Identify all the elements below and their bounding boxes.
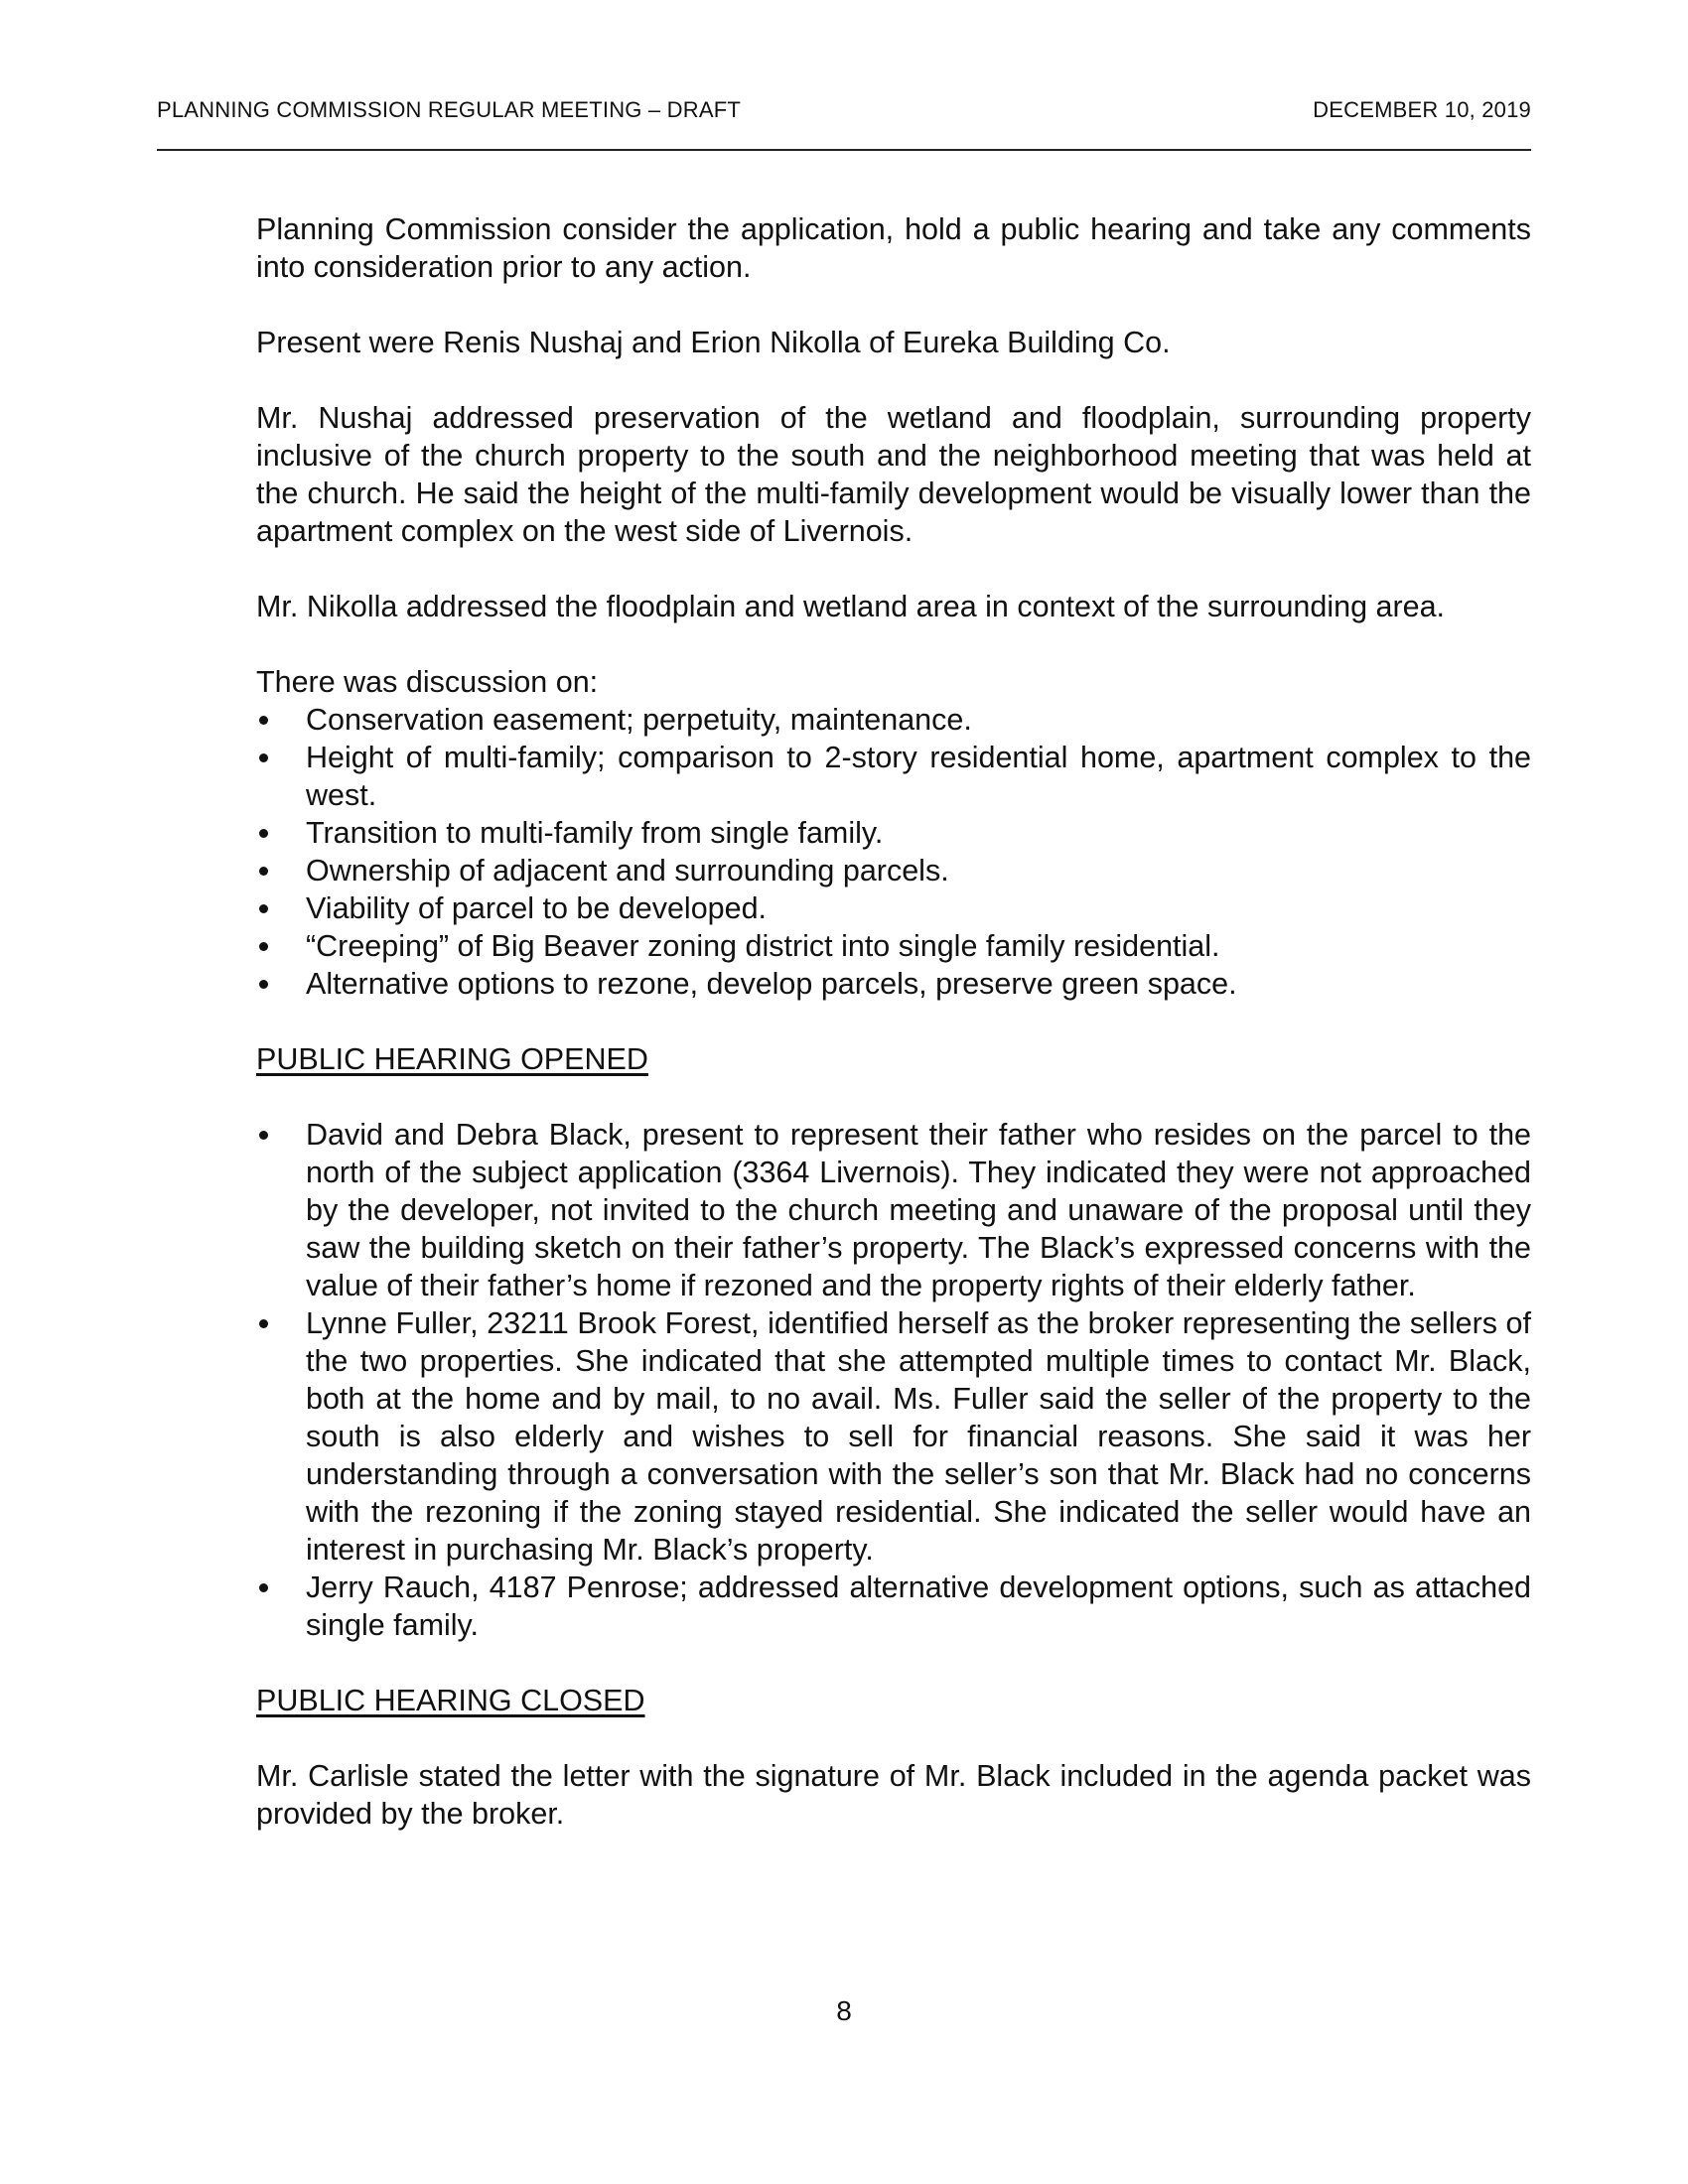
list-item: Alternative options to rezone, develop parcels, preserve green space. bbox=[256, 965, 1531, 1003]
public-hearing-opened-heading: PUBLIC HEARING OPENED bbox=[256, 1042, 648, 1076]
bullet-icon bbox=[259, 904, 268, 913]
paragraph-present: Present were Renis Nushaj and Erion Nikolla of Eureka Building Co. bbox=[256, 326, 1171, 359]
paragraph-carlisle: Mr. Carlisle stated the letter with the signature of Mr. Black included in the agenda packet was provided by the broker. bbox=[256, 1759, 1531, 1831]
bullet-icon bbox=[259, 1319, 268, 1328]
list-item: “Creeping” of Big Beaver zoning district into single family residential. bbox=[256, 927, 1531, 965]
document-body bbox=[256, 210, 1531, 1833]
page-header bbox=[157, 97, 1531, 127]
list-item: Transition to multi-family from single family. bbox=[256, 814, 1531, 852]
bullet-icon bbox=[259, 867, 268, 876]
header-meeting-date: DECEMBER 10, 2019 bbox=[1313, 97, 1531, 122]
bullet-icon bbox=[259, 1583, 268, 1592]
bullet-icon bbox=[259, 1131, 268, 1140]
bullet-icon bbox=[259, 716, 268, 725]
bullet-icon bbox=[259, 980, 268, 989]
public-hearing-closed-heading: PUBLIC HEARING CLOSED bbox=[256, 1684, 645, 1717]
public-comments-list bbox=[256, 1116, 1531, 1644]
discussion-list bbox=[256, 701, 1531, 1003]
list-item: Conservation easement; perpetuity, maintenance. bbox=[256, 701, 1531, 739]
page-number: 8 bbox=[836, 1995, 852, 2026]
paragraph-consider-application: Planning Commission consider the application, hold a public hearing and take any comments into consideration prior to any action. bbox=[256, 212, 1531, 284]
bullet-icon bbox=[259, 942, 268, 951]
list-item: Jerry Rauch, 4187 Penrose; addressed alternative development options, such as attached single family. bbox=[256, 1569, 1531, 1644]
paragraph-discussion-intro: There was discussion on: bbox=[256, 665, 599, 699]
paragraph-nushaj: Mr. Nushaj addressed preservation of the wetland and floodplain, surrounding property inclusive of the church property to the south and the neighborhood meeting that was held at the church. He said the height of the multi-family development would be visually lower than the apartment complex on the west side of Livernois. bbox=[256, 401, 1531, 548]
list-item: Viability of parcel to be developed. bbox=[256, 889, 1531, 927]
bullet-icon bbox=[259, 753, 268, 762]
paragraph-nikolla: Mr. Nikolla addressed the floodplain and wetland area in context of the surrounding area. bbox=[256, 590, 1446, 623]
list-item: Lynne Fuller, 23211 Brook Forest, identified herself as the broker representing the sellers of the two properties. She indicated that she attempted multiple times to contact Mr. Black, both at the home and by mail, to no avail. Ms. Fuller said the seller of the property to the south is also elderly and wishes to sell for financial reasons. She said it was her understanding through a conversation with the seller’s son that Mr. Black had no concerns with the rezoning if the zoning stayed residential. She indicated the seller would have an interest in purchasing Mr. Black’s property. bbox=[256, 1304, 1531, 1569]
list-item: David and Debra Black, present to represent their father who resides on the parcel to the north of the subject application (3364 Livernois). They indicated they were not approached by the developer, not invited to the church meeting and unaware of the proposal until they saw the building sketch on their father’s property. The Black’s expressed concerns with the value of their father’s home if rezoned and the property rights of their elderly father. bbox=[256, 1116, 1531, 1304]
list-item: Ownership of adjacent and surrounding parcels. bbox=[256, 852, 1531, 889]
list-item: Height of multi-family; comparison to 2-story residential home, apartment complex to the west. bbox=[256, 739, 1531, 814]
bullet-icon bbox=[259, 829, 268, 838]
header-meeting-title: PLANNING COMMISSION REGULAR MEETING – DRAFT bbox=[157, 97, 742, 122]
header-divider bbox=[157, 149, 1531, 151]
